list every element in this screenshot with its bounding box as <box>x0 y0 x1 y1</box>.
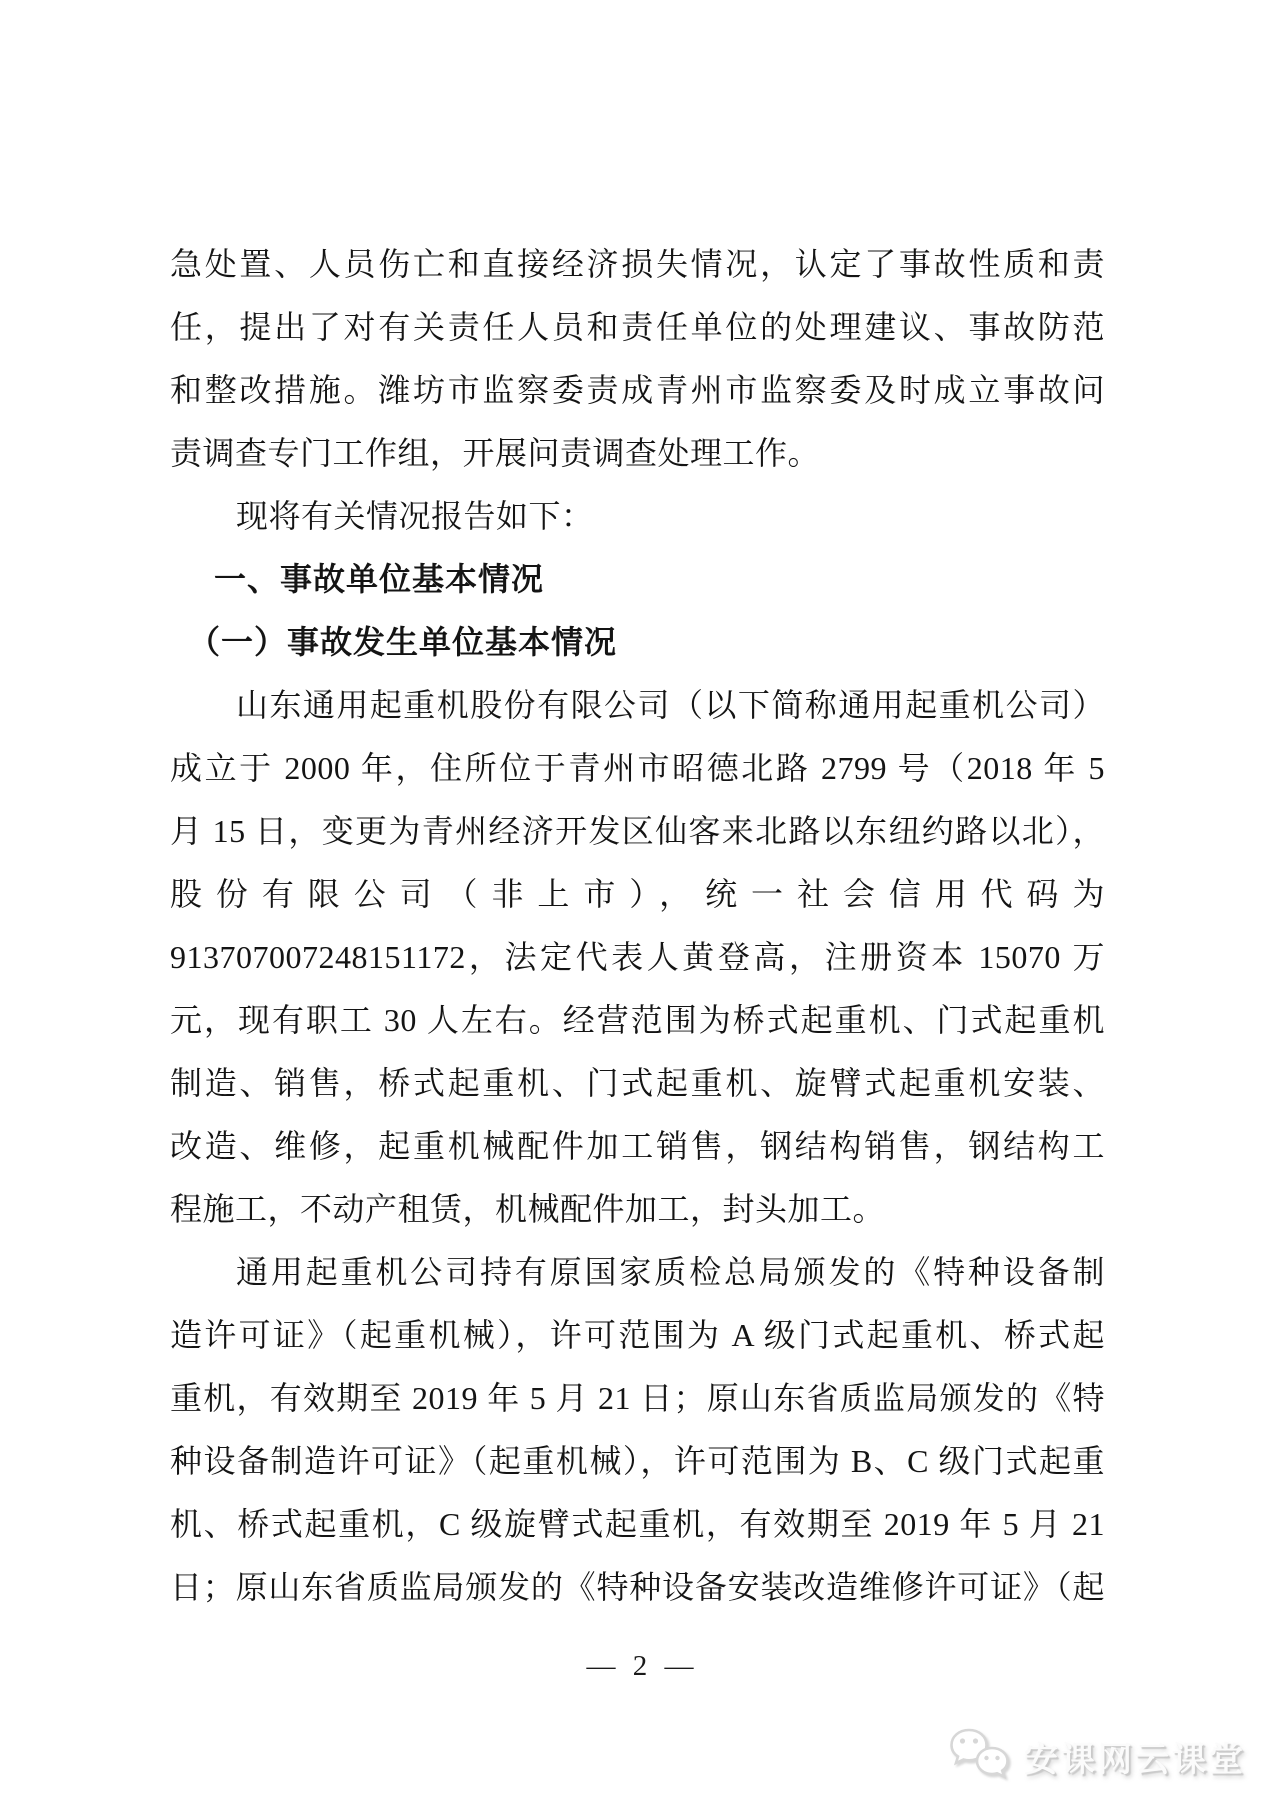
wechat-icon <box>948 1726 1014 1786</box>
text-line: 责调查专门工作组，开展问责调查处理工作。 <box>170 435 821 471</box>
text-line: 制造、销售，桥式起重机、门式起重机、旋臂式起重机安装、 <box>170 1065 1105 1101</box>
text-line: 元，现有职工 30 人左右。经营范围为桥式起重机、门式起重机 <box>170 1002 1105 1038</box>
text-line: 日；原山东省质监局颁发的《特种设备安装改造维修许可证》（起 <box>170 1569 1105 1605</box>
text-line: 月 15 日，变更为青州经济开发区仙客来北路以东纽约路以北）， <box>170 813 1105 849</box>
document-body <box>170 233 1105 1619</box>
text-line: 改造、维修，起重机械配件加工销售，钢结构销售，钢结构工 <box>170 1128 1105 1164</box>
text-line: 重机，有效期至 2019 年 5 月 21 日；原山东省质监局颁发的《特 <box>170 1380 1105 1416</box>
text-line: 程施工，不动产租赁，机械配件加工，封头加工。 <box>170 1191 886 1227</box>
text-line: 一、事故单位基本情况 <box>214 561 545 597</box>
text-line: 种设备制造许可证》（起重机械），许可范围为 B、C 级门式起重 <box>170 1443 1105 1479</box>
text-line: 现将有关情况报告如下： <box>236 498 594 534</box>
watermark <box>948 1726 1246 1786</box>
text-line: 成立于 2000 年，住所位于青州市昭德北路 2799 号（2018 年 5 <box>170 750 1105 786</box>
text-line: 机、桥式起重机，C 级旋臂式起重机，有效期至 2019 年 5 月 21 <box>170 1506 1105 1542</box>
text-line: 任，提出了对有关责任人员和责任单位的处理建议、事故防范 <box>170 309 1105 345</box>
text-line: 山东通用起重机股份有限公司（以下简称通用起重机公司） <box>236 687 1105 723</box>
text-line: 913707007248151172，法定代表人黄登高，注册资本 15070 万 <box>170 939 1105 975</box>
text-line: 急处置、人员伤亡和直接经济损失情况，认定了事故性质和责 <box>170 246 1105 282</box>
watermark-text: 安课网云课堂 <box>1024 1740 1246 1779</box>
text-line: 股份有限公司（非上市），统一社会信用代码为 <box>170 876 1105 912</box>
text-line: （一）事故发生单位基本情况 <box>188 624 618 660</box>
page-number: — 2 — <box>586 1650 694 1682</box>
text-line: 和整改措施。潍坊市监察委责成青州市监察委及时成立事故问 <box>170 372 1105 408</box>
text-line: 通用起重机公司持有原国家质检总局颁发的《特种设备制 <box>236 1254 1105 1290</box>
text-line: 造许可证》（起重机械），许可范围为 A 级门式起重机、桥式起 <box>170 1317 1105 1353</box>
